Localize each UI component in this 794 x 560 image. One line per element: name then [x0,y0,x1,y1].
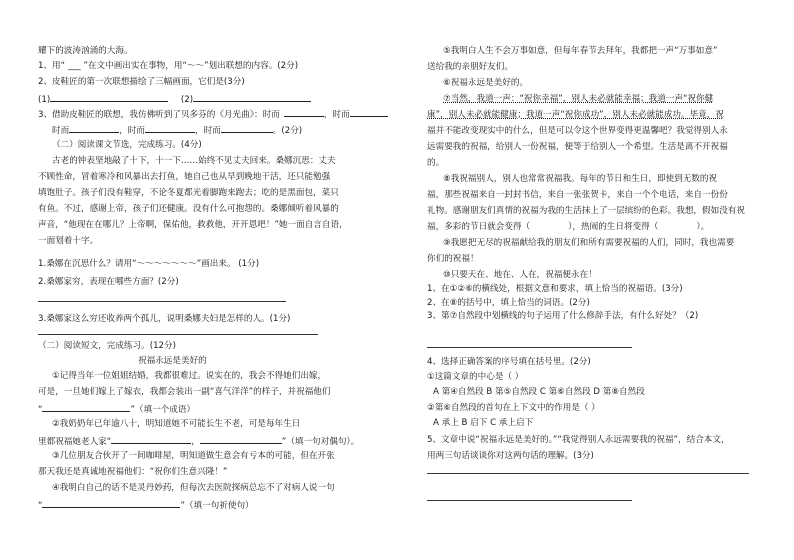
question-3: 3、第⑦自然段中划横线的句子运用了什么修辞手法，有什么好处？（2) [427,311,699,321]
question-2: 2、在⑧的括号中，填上恰当的词语。(2分) [427,298,590,308]
passage-line: 不顾性命，冒着寒冷和风暴出去打鱼，她自己也从早到晚地干活，还只能勉强 [38,172,331,182]
answer-line[interactable] [38,334,318,335]
answer-blank[interactable] [200,434,282,444]
underlined-sentence: 康”，别人未必就能健康；我道一声“祝你成功”，别人未必就能成功。毕竟，祝 [427,110,724,120]
passage-line: 声音，“他现在在哪儿？上帝啊，保佑他，救救他，开开恩吧！”她一面自言自语， [38,220,348,230]
passage-line: 的。 [427,158,445,168]
question-2-blanks: (1) (2) [38,92,311,106]
passage-line: ⑨我愿把无尽的祝福献给我的朋友们和所有需要祝福的人们，同时，我也需要 [443,238,735,248]
passage-line: 远需要我的祝福，给别人一份祝福，便等于给别人一个希望。生活是离不开祝福 [427,142,728,152]
question-4-part-2: ②第⑥自然段的首句在上下文中的作用是（ ） [427,403,600,413]
question-3: 3、借助皮鞋匠的联想，我仿佛听到了贝多芬的《月光曲》：时而 ，时而 [38,107,388,121]
question-4: 4、选择正确答案的序号填在括号里。(2分) [427,357,591,367]
passage-line: 送给我的亲朋好友们。 [427,62,513,72]
passage-line: 耀下的波涛汹涌的大海。 [38,46,133,56]
answer-line[interactable] [427,347,632,348]
passage-line: ⑤我明白人生不会万事如意，但每年春节去拜年，我都把一声“万事如意” [443,46,718,56]
passage-line: 你们的祝福！ [427,254,479,264]
answer-blank[interactable] [193,92,311,102]
passage-line: 礼物。感谢朋友们真情的祝福为我的生活抹上了一层缤纷的色彩。我想，假如没有祝 [427,206,745,216]
answer-blank[interactable] [111,434,191,444]
question-5-cont: 用两三句话谈谈你对这两句话的理解。(3分) [427,451,594,461]
passage-line: ⑧我祝福别人，别人也常常祝福我。每年的节日和生日，即使到无数的祝 [443,174,718,184]
passage-line: “ ”（填一个成语） [38,402,195,416]
answer-blank[interactable] [145,123,195,133]
passage-line: ②我奶奶年已年逾八十，明知道她不可能长生不老，可是每年生日 [52,419,301,429]
passage-line: 古老的钟表坚地敲了十下，十一下……始终不见丈夫回来。桑娜沉思：丈夫 [52,156,336,166]
passage-line: 填饱肚子。孩子们没有鞋穿，不论冬夏都光着脚跑来跑去；吃的是黑面包，菜只 [38,188,339,198]
passage-line: 有鱼。不过，感谢上帝，孩子们还健康。没有什么可抱怨的。桑娜倾听着风暴的 [38,204,339,214]
answer-line[interactable] [427,473,749,474]
underlined-sentence: ⑦当然，我道一声：“祝你幸福”，别人未必就能幸福；我道一声“祝你健 [443,94,714,104]
answer-blank[interactable] [350,107,388,117]
question-3: 3.桑娜家这么穷还收养两个孤儿，说明桑娜夫妇是怎样的人。(1分) [38,314,291,324]
answer-blank[interactable] [50,92,168,102]
answer-blank[interactable] [69,123,119,133]
passage-title: 祝福永远是美好的 [138,356,207,366]
options-row[interactable]: A 承上 B 启下 C 承上启下 [433,418,534,428]
passage-line: 福，那些祝福来自一封封书信，来自一张张贺卡，来自一个个电话，来自一份份 [427,190,728,200]
question-3-cont: 时而 ，时而 ，时而 。(2分) [52,123,302,137]
question-1: 1、在①②⑥的横线处，根据文意和要求，填上恰当的祝福语。(3分) [427,284,683,294]
question-4-part-1: ①这篇文章的中心是（ ） [427,372,524,382]
question-2: 2.桑娜家穷，表现在哪些方面？(2分) [38,277,179,287]
passage-line: ①记得当年一位姐姐结婚，我都很难过。说实在的，我会不得她们出嫁， [52,371,327,381]
passage-line: ⑩只要天在、地在、人在，祝福便永在！ [443,270,597,280]
passage-line: ④我明白自己的话不是灵丹妙药，但每次去医院探病总忘不了对病人说一句 [52,483,335,493]
passage-line: “ ”（填一句祈使句） [38,498,254,512]
answer-blank[interactable] [42,402,130,412]
passage-line: ⑥祝福永远是美好的。 [443,78,529,88]
question-1: 1、用“ ___ ”在文中画出实在事物，用“～～”划出联想的内容。(2分) [38,61,299,71]
passage-line: 那天我还是真诚地祝福他们：“祝你们生意兴隆！” [38,467,228,477]
passage-line: 一面划着十字。 [38,236,99,246]
answer-blank[interactable] [284,107,324,117]
passage-line: 可是，一旦她们嫁上了嫁衣，我都会装出一副“喜气洋洋”的样子，并祝福他们 [38,387,331,397]
question-5: 5、文章中说“祝福永远是美好的。”“我觉得别人永远需要我的祝福”，结合本文， [427,435,730,445]
answer-blank[interactable] [42,498,180,508]
answer-blank[interactable] [221,123,273,133]
answer-line[interactable] [38,301,286,302]
passage-line: 福并不能改变现实中的什么，但是可以令这个世界变得更温馨吧？我觉得别人永 [427,126,728,136]
section-heading: （二）阅读短文，完成练习。(12分) [38,341,176,351]
question-1: 1.桑娜在沉思什么？请用“～～～～～～～”画出来。 (1分) [38,259,260,269]
passage-line: ③几位朋友合伙开了一间咖啡屋，明知道做生意会有亏本的可能，但在开张 [52,451,335,461]
passage-line: 里都祝福她老人家“ ， ”（填一句对偶句）。 [38,434,359,448]
question-2: 2、皮鞋匠的第一次联想描绘了三幅画面，它们是(3分) [38,77,245,87]
section-heading: （二）阅读课文节选，完成练习。(4分) [52,140,202,150]
options-row[interactable]: A 第④自然段 B 第⑤自然段 C 第⑥自然段 D 第⑧自然段 [433,387,645,397]
passage-line: 福，多彩的节日就会变得（ ），热闹的生日将变得（ ）。 [427,222,710,232]
answer-line[interactable] [427,500,632,501]
